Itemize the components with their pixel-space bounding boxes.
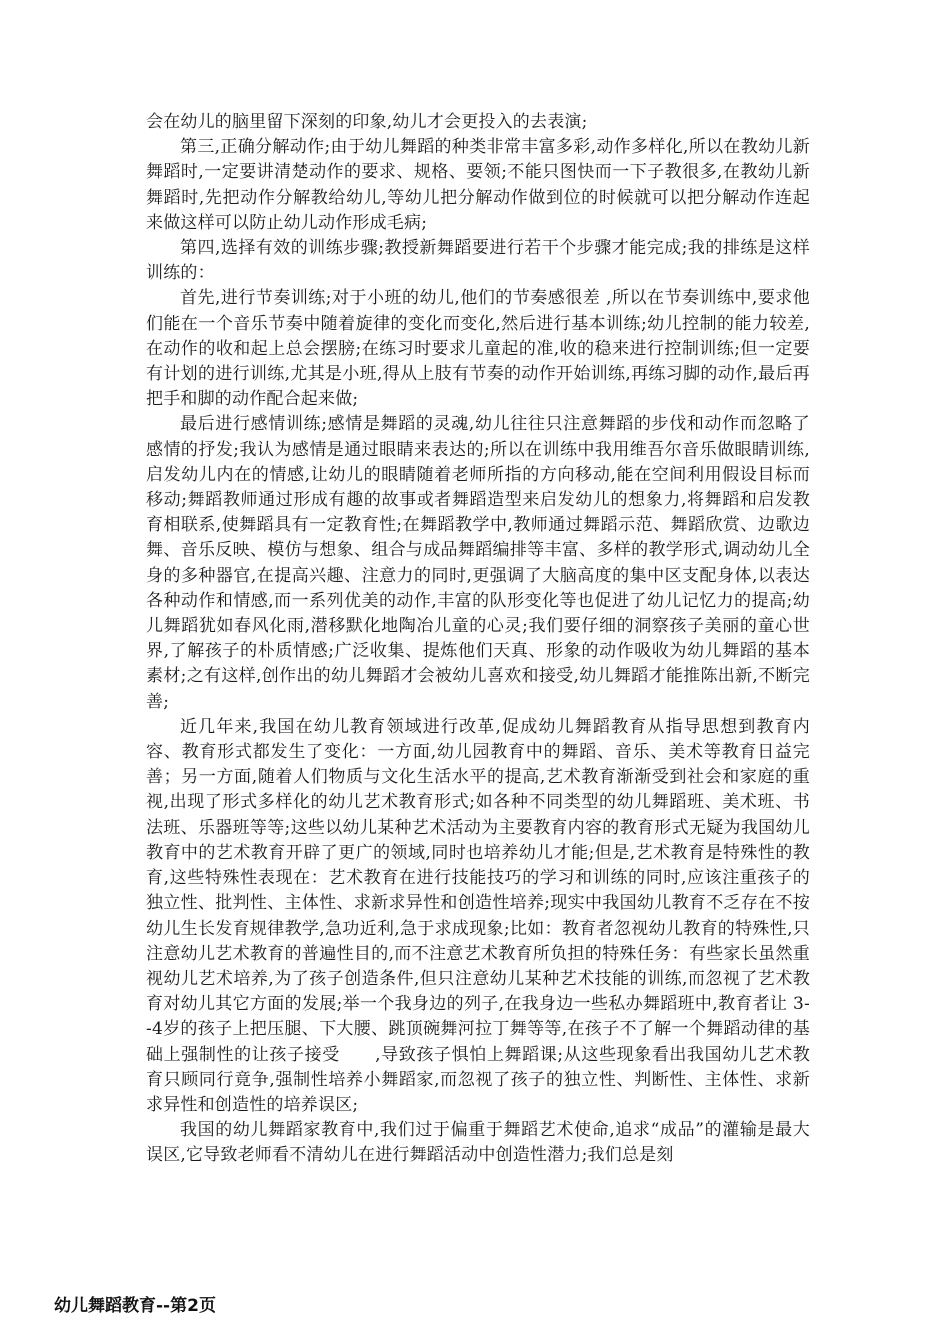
paragraph-continuation: 会在幼儿的脑里留下深刻的印象,幼儿才会更投入的去表演;: [146, 112, 588, 132]
document-body: [146, 110, 810, 1169]
paragraph-misconception: 我国的幼儿舞蹈家教育中,我们过于偏重于舞蹈艺术使命,追求“成品”的灌输是最大误区,它导致老师看不清幼儿在进行舞蹈活动中创造性潜力;我们总是刻: [146, 1120, 810, 1166]
paragraph-emotion-training: 最后进行感情训练;感情是舞蹈的灵魂,幼儿往往只注意舞蹈的步伐和动作而忽略了感情的抒发;我认为感情是通过眼睛来表达的;所以在训练中我用维吾尔音乐做眼睛训练,启发幼儿内在的情感,让幼儿的眼睛随着老师所指的方向移动,能在空间利用假设目标而移动;舞蹈教师通过形成有趣的故事或者舞蹈造型来启发幼儿的想象力,将舞蹈和启发教育相联系,使舞蹈具有一定教育性;在舞蹈教学中,教师通过舞蹈示范、舞蹈欣赏、边歌边舞、音乐反映、模仿与想象、组合与成品舞蹈编排等丰富、多样的教学形式,调动幼儿全身的多种器官,在提高兴趣、注意力的同时,更强调了大脑高度的集中区支配身体,以表达各种动作和情感,而一系列优美的动作,丰富的队形变化等也促进了幼儿记忆力的提高;幼儿舞蹈犹如春风化雨,潜移默化地陶冶儿童的心灵;我们要仔细的洞察孩子美丽的童心世界,了解孩子的朴质情感;广泛收集、提炼他们天真、形象的动作吸收为幼儿舞蹈的基本素材;之有这样,创作出的幼儿舞蹈才会被幼儿喜欢和接受,幼儿舞蹈才能推陈出新,不断完善;: [146, 414, 810, 712]
paragraph-reform: 近几年来,我国在幼儿教育领域进行改革,促成幼儿舞蹈教育从指导思想到教育内容、教育形式都发生了变化：一方面,幼儿园教育中的舞蹈、音乐、美术等教育日益完善；另一方面,随着人们物质与文化生活水平的提高,艺术教育渐渐受到社会和家庭的重视,出现了形式多样化的幼儿艺术教育形式;如各种不同类型的幼儿舞蹈班、美术班、书法班、乐器班等等;这些以幼儿某种艺术活动为主要教育内容的教育形式无疑为我国幼儿教育中的艺术教育开辟了更广的领域,同时也培养幼儿才能;但是,艺术教育是特殊性的教育,这些特殊性表现在：艺术教育在进行技能技巧的学习和训练的同时,应该注重孩子的独立性、批判性、主体性、求新求异性和创造性培养;现实中我国幼儿教育不乏存在不按幼儿生长发育规律教学,急功近利,急于求成现象;比如：教育者忽视幼儿教育的特殊性,只注意幼儿艺术教育的普遍性目的,而不注意艺术教育所负担的特殊任务：有些家长虽然重视幼儿艺术培养,为了孩子创造条件,但只注意幼儿某种艺术技能的训练,而忽视了艺术教育对幼儿其它方面的发展;举一个我身边的列子,在我身边一些私办舞蹈班中,教育者让 3--4岁的孩子上把压腿、下大腰、跳顶碗舞河拉丁舞等等,在孩子不了解一个舞蹈动律的基础上强制性的让孩子接受 ,导致孩子惧怕上舞蹈课;从这些现象看出我国幼儿艺术教育只顾同行竟争,强制性培养小舞蹈家,而忽视了孩子的独立性、判断性、主体性、求新求异性和创造性的培养误区;: [146, 716, 810, 1115]
paragraph-rhythm-training: 首先,进行节奏训练;对于小班的幼儿,他们的节奏感很差 ,所以在节奏训练中,要求他们能在一个音乐节奏中随着旋律的变化而变化,然后进行基本训练;幼儿控制的能力较差,在动作的收和起上总会摆膀;在练习时要求儿童起的准,收的稳来进行控制训练;但一定要有计划的进行训练,尤其是小班,得从上肢有节奏的动作开始训练,再练习脚的动作,最后再把手和脚的动作配合起来做;: [146, 288, 810, 410]
paragraph-step-three: 第三,正确分解动作;由于幼儿舞蹈的种类非常丰富多彩,动作多样化,所以在教幼儿新舞蹈时,一定要讲清楚动作的要求、规格、要领;不能只图快而一下子教很多,在教幼儿新舞蹈时,先把动作分解教给幼儿,等幼儿把分解动作做到位的时候就可以把分解动作连起来做这样可以防止幼儿动作形成毛病;: [146, 137, 810, 233]
paragraph-step-four: 第四,选择有效的训练步骤;教授新舞蹈要进行若干个步骤才能完成;我的排练是这样训练的：: [146, 238, 810, 284]
page-footer: 幼儿舞蹈教育--第2页: [54, 1296, 216, 1316]
